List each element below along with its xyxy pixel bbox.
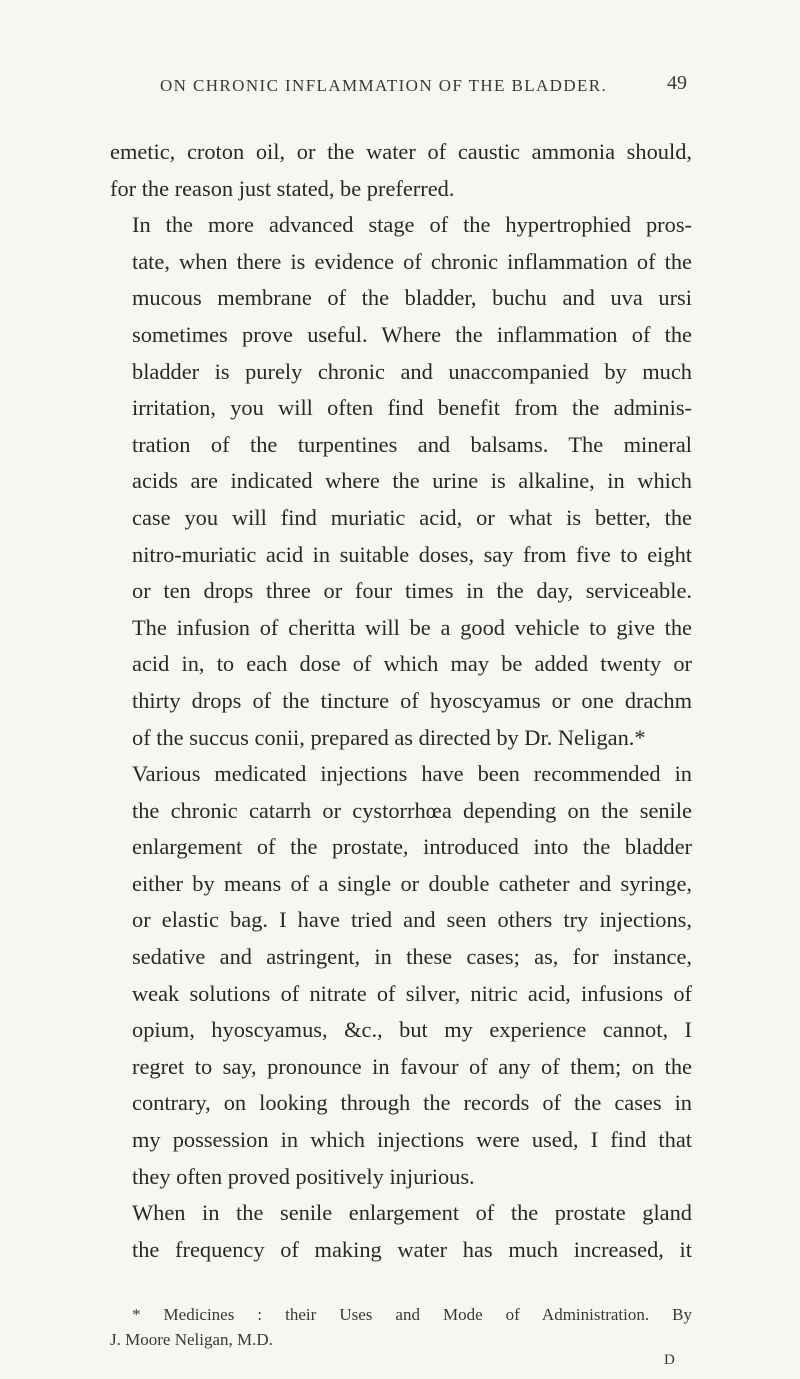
text-line: the chronic catarrh or cystorrhœa depending on the senile bbox=[132, 797, 692, 823]
text-line: acids are indicated where the urine is alkaline, in which bbox=[132, 468, 692, 494]
text-line: for the reason just stated, be preferred. bbox=[110, 175, 455, 201]
text-line: sometimes prove useful. Where the inflammation of the bbox=[132, 321, 692, 347]
text-line: enlargement of the prostate, introduced into the bladder bbox=[132, 834, 692, 860]
text-line: either by means of a single or double catheter and syringe, bbox=[132, 870, 692, 896]
paragraph-2 bbox=[110, 207, 692, 756]
text-line: sedative and astringent, in these cases; as, for instance, bbox=[132, 944, 692, 970]
text-line: irritation, you will often find benefit from the adminis- bbox=[132, 395, 692, 421]
text-line: or elastic bag. I have tried and seen others try injections, bbox=[132, 907, 692, 933]
text-line: nitro-muriatic acid in suitable doses, say from five to eight bbox=[132, 541, 692, 567]
paragraph-1 bbox=[110, 134, 692, 207]
text-line: When in the senile enlargement of the prostate gland bbox=[132, 1200, 692, 1226]
signature-mark: D bbox=[664, 1352, 675, 1368]
text-line: emetic, croton oil, or the water of caustic ammonia should, bbox=[110, 139, 692, 164]
text-line: mucous membrane of the bladder, buchu and uva ursi bbox=[132, 285, 692, 311]
text-line: bladder is purely chronic and unaccompanied by much bbox=[132, 358, 692, 384]
text-line: opium, hyoscyamus, &c., but my experience cannot, I bbox=[132, 1017, 692, 1043]
text-line: thirty drops of the tincture of hyoscyamus or one drachm bbox=[132, 687, 692, 713]
body-text bbox=[110, 134, 692, 1268]
footnote-line: J. Moore Neligan, M.D. bbox=[110, 1330, 273, 1349]
footnote-line: * Medicines : their Uses and Mode of Administration. By bbox=[132, 1305, 692, 1324]
text-line: or ten drops three or four times in the day, serviceable. bbox=[132, 578, 692, 604]
text-line: case you will find muriatic acid, or what is better, the bbox=[132, 504, 692, 530]
text-line: The infusion of cheritta will be a good vehicle to give the bbox=[132, 614, 692, 640]
text-line: acid in, to each dose of which may be added twenty or bbox=[132, 651, 692, 677]
text-line: tration of the turpentines and balsams. The mineral bbox=[132, 431, 692, 457]
paragraph-3 bbox=[110, 756, 692, 1195]
text-line: weak solutions of nitrate of silver, nitric acid, infusions of bbox=[132, 980, 692, 1006]
page-number: 49 bbox=[667, 72, 687, 94]
text-line: they often proved positively injurious. bbox=[132, 1163, 475, 1189]
footnote bbox=[110, 1302, 692, 1352]
running-title: ON CHRONIC INFLAMMATION OF THE BLADDER. bbox=[160, 76, 608, 95]
text-line: Various medicated injections have been recommended in bbox=[132, 761, 692, 787]
text-line: contrary, on looking through the records of the cases in bbox=[132, 1090, 692, 1116]
text-line: my possession in which injections were used, I find that bbox=[132, 1127, 692, 1153]
text-line: regret to say, pronounce in favour of any of them; on the bbox=[132, 1053, 692, 1079]
text-line: In the more advanced stage of the hypertrophied pros- bbox=[132, 212, 692, 238]
text-line: tate, when there is evidence of chronic inflammation of the bbox=[132, 248, 692, 274]
paragraph-4 bbox=[110, 1195, 692, 1268]
text-line: of the succus conii, prepared as directed by Dr. Neligan.* bbox=[132, 724, 646, 750]
text-line: the frequency of making water has much increased, it bbox=[132, 1236, 692, 1262]
